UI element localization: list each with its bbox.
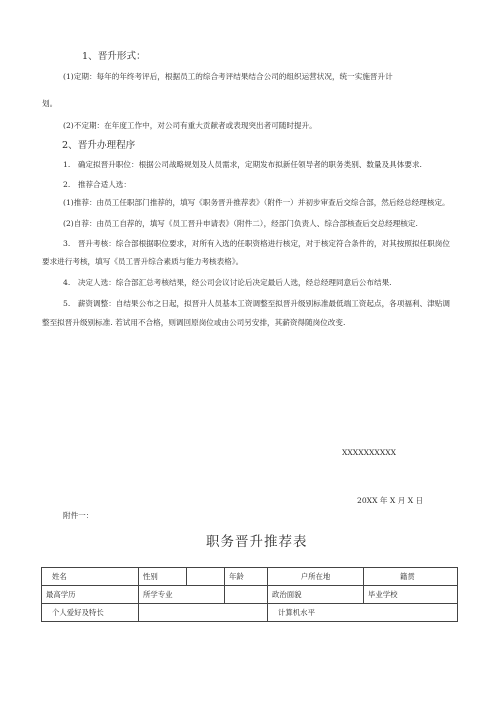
section2-item3-line1: 3. 晋升考核：综合部根据职位要求，对所有入选的任职资格进行核定，对于核定符合条件的，对其按照拟任职岗位 (63, 239, 450, 248)
section1-heading: 1、晋升形式： (82, 51, 146, 62)
age-label: 年龄 (225, 568, 268, 586)
section2-item5-line2: 整至拟晋升级别标准. 若试用不合格，则调回原岗位或由公司另安排，其薪资得随岗位改变. (42, 318, 346, 327)
gender-label: 性别 (139, 568, 187, 586)
table-row (42, 586, 458, 604)
form-title: 职务晋升推荐表 (206, 534, 308, 550)
computer-label: 计算机水平 (268, 604, 458, 622)
section2-heading: 2、晋升办理程序 (62, 140, 136, 151)
hobbies-value (139, 604, 268, 622)
section2-item5-line1: 5. 薪资调整：自结果公布之日起，拟晋升人员基本工资调整至拟晋升级别标准最低端工资起点，各项福利、津贴调 (63, 299, 450, 308)
education-label: 最高学历 (42, 586, 139, 604)
political-label: 政治面貌 (268, 586, 364, 604)
gender-value (187, 568, 225, 586)
date: 20XX 年 X 月 X 日 (357, 496, 424, 505)
section1-paragraph1-line2: 划。 (42, 99, 58, 108)
section2-item2: 2. 推荐合适人选： (63, 180, 131, 189)
table-row (42, 604, 458, 622)
section1-paragraph2: (2)不定期：在年度工作中，对公司有重大贡献者或表现突出者可随时提升。 (63, 121, 317, 130)
signature: XXXXXXXXXX (342, 448, 397, 457)
school-label: 毕业学校 (364, 586, 458, 604)
section2-item3-line2: 要求进行考核，填写《员工晋升综合素质与能力考核表格》。 (42, 257, 244, 266)
hobbies-label: 个人爱好及特长 (42, 604, 139, 622)
origin-label: 籍贯 (364, 568, 458, 586)
section2-item1: 1. 确定拟晋升职位：根据公司战略规划及人员需求，定期发布拟新任领导者的职务类别、数量及具体要求. (63, 160, 422, 169)
major-label: 所学专业 (139, 586, 225, 604)
major-value (225, 586, 268, 604)
section2-subitem1: (1)推荐：由员工任职部门推荐的，填写《职务晋升推荐表》（附件一）并初步审查后交综合部，然后经总经理核定。 (63, 198, 450, 207)
name-label: 姓名 (42, 568, 139, 586)
promotion-recommendation-form (41, 567, 458, 622)
section2-subitem2: (2)自荐：由员工自荐的，填写《员工晋升申请表》（附件二），经部门负责人、综合部核查后交总经理核定. (63, 219, 418, 228)
table-row (42, 568, 458, 586)
section1-paragraph1-line1: (1)定期：每年的年终考评后，根据员工的综合考评结果结合公司的组织运营状况，统一实施晋升计 (63, 72, 393, 81)
location-label: 户所在地 (268, 568, 364, 586)
section2-item4: 4. 决定人选：综合部汇总考核结果，经公司会议讨论后决定最后人选，经总经理同意后公布结果. (63, 278, 392, 287)
attachment-label: 附件一： (63, 511, 94, 520)
